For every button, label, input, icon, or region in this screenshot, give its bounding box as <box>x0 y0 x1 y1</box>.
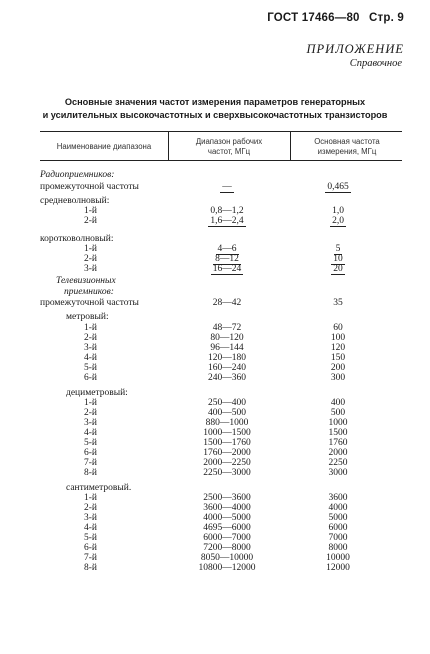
table-row <box>0 216 430 227</box>
row-range <box>168 563 286 574</box>
row-name: 5-й <box>84 363 97 373</box>
row-range-value: 3600—4000 <box>203 503 251 513</box>
row-range-value: 80—120 <box>210 333 244 343</box>
column-divider-1 <box>168 132 169 160</box>
row-frequency-value: 60 <box>333 323 343 333</box>
row-name: 3-й <box>84 513 97 523</box>
column-header-frequency-line-1: Основная частота <box>314 137 380 146</box>
row-name: метровый: <box>66 312 109 322</box>
appendix-title: ПРИЛОЖЕНИЕ <box>306 42 404 56</box>
row-name: 7-й <box>84 553 97 563</box>
row-range-value: 250—400 <box>208 398 246 408</box>
row-range-value: 10800—12000 <box>198 563 256 573</box>
page-number: Стр. 9 <box>369 12 404 24</box>
row-range <box>168 298 286 309</box>
row-range-value: 240—360 <box>208 373 246 383</box>
row-name: промежуточной частоты <box>40 298 139 308</box>
row-name: 6-й <box>84 448 97 458</box>
row-name: 4-й <box>84 428 97 438</box>
row-range-value: 2000—2250 <box>203 458 251 468</box>
row-frequency-value: 4000 <box>328 503 348 513</box>
row-range-value: 1,6—2,4 <box>210 216 244 226</box>
row-range-value: 0,8—1,2 <box>210 206 244 216</box>
row-frequency-value: 1500 <box>328 428 348 438</box>
column-header-frequency-line-2: измерения, МГц <box>317 147 377 156</box>
column-divider-2 <box>290 132 291 160</box>
row-frequency-value: 3000 <box>328 468 348 478</box>
row-range <box>168 373 286 384</box>
row-range-value: 8—12 <box>215 254 239 264</box>
row-frequency-value: 1000 <box>328 418 348 428</box>
row-name: 8-й <box>84 563 97 573</box>
row-frequency-value: 200 <box>330 363 346 373</box>
row-name: 5-й <box>84 438 97 448</box>
column-header-frequency <box>292 137 402 157</box>
row-range-value: 400—500 <box>208 408 246 418</box>
row-frequency-value: 300 <box>330 373 346 383</box>
row-frequency-value: 2000 <box>328 448 348 458</box>
row-name: 1-й <box>84 206 97 216</box>
table-title-line-2: и усилительных высокочастотных и сверхвысокочастотных транзисторов <box>42 110 388 120</box>
row-frequency-value: 8000 <box>328 543 348 553</box>
table-row <box>0 563 430 574</box>
row-range-value: 16—24 <box>212 264 242 274</box>
row-range <box>168 216 286 227</box>
row-name: 4-й <box>84 523 97 533</box>
row-range-value: 4000—5000 <box>203 513 251 523</box>
row-frequency-value: 1,0 <box>332 206 344 216</box>
table-row <box>0 170 430 181</box>
row-range-value: 1000—1500 <box>203 428 251 438</box>
row-name: 2-й <box>84 408 97 418</box>
row-range-value: 4—6 <box>217 244 237 254</box>
row-range-value: 6000—7000 <box>203 533 251 543</box>
row-frequency <box>290 298 386 309</box>
row-frequency-value: 2250 <box>328 458 348 468</box>
table-row <box>0 287 430 298</box>
row-name: 1-й <box>84 323 97 333</box>
row-name: 2-й <box>84 216 97 226</box>
table-row <box>0 276 430 287</box>
page-header <box>261 12 404 24</box>
table-top-rule <box>40 131 402 132</box>
row-range-value: 8050—10000 <box>200 553 254 563</box>
row-frequency-value: 35 <box>333 298 343 308</box>
row-range-value: 96—144 <box>210 343 244 353</box>
table-row <box>0 468 430 479</box>
column-header-range <box>170 137 288 157</box>
row-name: 4-й <box>84 353 97 363</box>
row-range <box>168 264 286 275</box>
table-row <box>0 182 430 193</box>
row-frequency-value: 6000 <box>328 523 348 533</box>
row-range-value: 880—1000 <box>205 418 249 428</box>
table-title-line-1: Основные значения частот измерения параметров генераторных <box>64 97 366 107</box>
row-frequency-value: 20 <box>333 264 343 274</box>
table-row <box>0 264 430 275</box>
row-frequency-value: 120 <box>330 343 346 353</box>
row-frequency-value: 150 <box>330 353 346 363</box>
row-frequency <box>290 468 386 479</box>
row-name: 3-й <box>84 343 97 353</box>
row-name: 6-й <box>84 373 97 383</box>
row-name: 3-й <box>84 264 97 274</box>
appendix-note: Справочное <box>349 58 402 69</box>
row-name: 2-й <box>84 333 97 343</box>
row-name: 7-й <box>84 458 97 468</box>
row-range-value: 120—180 <box>208 353 246 363</box>
row-name: промежуточной частоты <box>40 182 139 192</box>
row-range-value: 7200—8000 <box>203 543 251 553</box>
row-frequency <box>290 264 386 275</box>
row-frequency-value: 500 <box>330 408 346 418</box>
row-range-value: 1500—1760 <box>203 438 251 448</box>
row-frequency-value: 7000 <box>328 533 348 543</box>
row-frequency-value: 400 <box>330 398 346 408</box>
row-name: 1-й <box>84 398 97 408</box>
row-frequency-value: 1760 <box>328 438 348 448</box>
row-name: 1-й <box>84 493 97 503</box>
row-range <box>168 468 286 479</box>
row-name: 5-й <box>84 533 97 543</box>
table-row <box>0 373 430 384</box>
row-frequency-value: 12000 <box>326 563 350 573</box>
row-name: 1-й <box>84 244 97 254</box>
row-frequency-value: 5 <box>335 244 341 254</box>
row-name: 2-й <box>84 503 97 513</box>
row-range-value: — <box>222 182 232 192</box>
row-name: коротковолновый: <box>40 234 114 244</box>
row-range-value: 1760—2000 <box>203 448 251 458</box>
row-name: 3-й <box>84 418 97 428</box>
row-frequency-value: 2,0 <box>332 216 344 226</box>
row-name: сантиметровый. <box>66 483 132 493</box>
row-name: приемников: <box>64 287 114 297</box>
column-header-range-line-1: Диапазон рабочих <box>195 137 263 146</box>
table-header-rule <box>40 160 402 161</box>
row-frequency <box>290 182 386 193</box>
column-header-range-line-2: частот, МГц <box>207 147 251 156</box>
row-frequency-value: 5000 <box>328 513 348 523</box>
row-frequency-value: 100 <box>330 333 346 343</box>
row-name: 2-й <box>84 254 97 264</box>
row-range-value: 2250—3000 <box>203 468 251 478</box>
row-name: Радиоприемников: <box>40 170 115 180</box>
table-row <box>0 312 430 323</box>
row-name: 8-й <box>84 468 97 478</box>
row-range <box>168 182 286 193</box>
row-frequency-value: 0,465 <box>327 182 349 192</box>
table-title <box>0 96 430 122</box>
row-range-value: 4695—6000 <box>203 523 251 533</box>
row-frequency-value: 10 <box>333 254 343 264</box>
row-frequency <box>290 216 386 227</box>
table-row <box>0 298 430 309</box>
row-range-value: 160—240 <box>208 363 246 373</box>
row-range-value: 48—72 <box>212 323 242 333</box>
row-frequency-value: 3600 <box>328 493 348 503</box>
row-frequency <box>290 563 386 574</box>
row-name: средневолновый: <box>40 196 110 206</box>
row-name: дециметровый: <box>66 388 128 398</box>
row-name: Телевизионных <box>56 276 116 286</box>
row-frequency-value: 10000 <box>326 553 350 563</box>
row-name: 6-й <box>84 543 97 553</box>
row-range-value: 2500—3600 <box>203 493 251 503</box>
row-range-value: 28—42 <box>212 298 242 308</box>
gost-number: ГОСТ 17466—80 <box>267 12 360 24</box>
column-header-name: Наименование диапазона <box>56 142 152 151</box>
row-frequency <box>290 373 386 384</box>
